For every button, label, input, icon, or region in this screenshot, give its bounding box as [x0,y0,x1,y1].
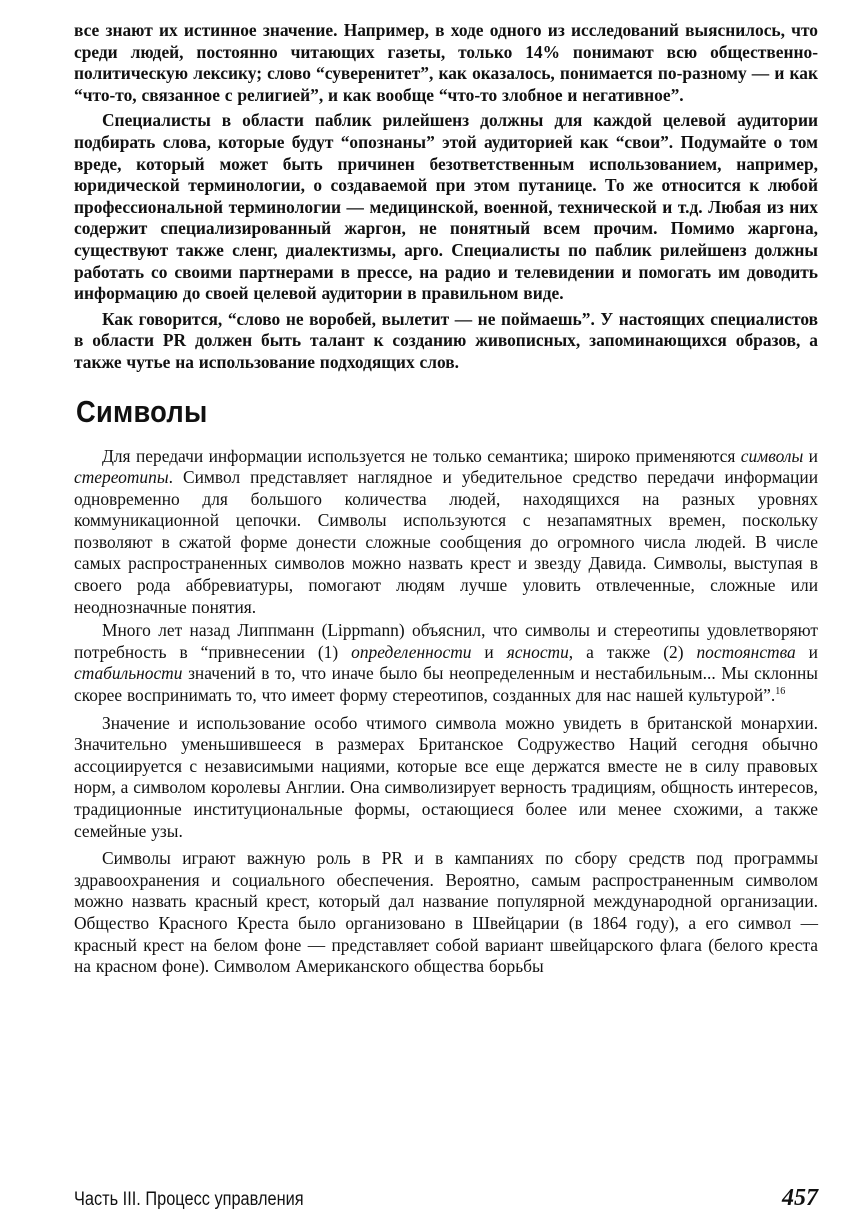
paragraph-lippmann [74,620,818,706]
text-run: Много лет назад Липпманн (Lippmann) объяснил, что символы и стереотипы удовлетворяют потребность в “привнесении (1) [74,620,818,662]
emphasis-constancy: постоянства [696,641,796,662]
emphasis-stability: стабильности [74,663,183,684]
emphasis-clarity: ясности [506,641,569,662]
emphasis-stereotypes: стереотипы [74,467,169,488]
text-run: . Символ представляет наглядное и убедительное средство передачи информации одновременно для большого количества людей, находящихся на разных уровнях коммуникационной цепочки. Символы используются с незапамятных времен, поскольку позволяют в сжатой форме донести сложные сообщения до огромного числа людей. В числе самых распространенных символов можно назвать крест и звезду Давида. Символы, выступая в своего рода аббревиатуры, помогают людям лучше уловить отвлеченные, сложные или неоднозначные понятия. [74,467,818,617]
text-run: и [471,641,507,662]
page-footer [74,1185,818,1212]
paragraph-red-cross: Символы играют важную роль в PR и в кампаниях по сбору средств под программы здравоохранения и социального обеспечения. Вероятно, самым распространенным символом можно назвать красный крест, который дал название популярной международной организации. Общество Красного Креста было организовано в Швейцарии (в 1864 году), а его символ — красный крест на белом фоне — представляет собой вариант швейцарского флага (белого креста на красном фоне). Символом Американского общества борьбы [74,848,818,977]
emphasis-symbols: символы [740,445,804,466]
running-footer-title: Часть III. Процесс управления [74,1189,304,1210]
text-run: и [803,445,818,466]
text-run: , а также (2) [568,641,697,662]
paragraph-proverb: Как говорится, “слово не воробей, вылетит — не поймаешь”. У настоящих специалистов в области PR должен быть талант к созданию живописных, запоминающихся образов, а также чутье на использование подходящих слов. [74,308,818,372]
section-heading: Символы [76,393,208,429]
page-number: 457 [782,1185,818,1211]
text-run: и [795,641,818,662]
paragraph-monarchy: Значение и использование особо чтимого символа можно увидеть в британской монархии. Значительно уменьшившееся в размерах Британское Содружество Наций сегодня обычно ассоциируется с независимыми нациями, которые все еще держатся вместе не в силу правовых норм, а символом королевы Англии. Она символизирует верность традициям, общность интересов, традиционные институциональные формы, остающиеся более или менее схожими, а также семейные узы. [74,712,818,841]
text-run: значений в то, что иначе было бы неопределенным и нестабильным... Мы склонны скорее воспринимать то, что имеет форму стереотипов, созданных для нас нашей культурой”. [74,663,818,706]
paragraph-pr-specialists: Специалисты в области паблик рилейшенз должны для каждой целевой аудитории подбирать слова, которые будут “опознаны” этой аудиторией как “свои”. Подумайте о том вреде, который может быть причинен безответственным использованием, например, юридической терминологии, о создаваемой при этом путанице. То же относится к любой профессиональной терминологии — медицинской, военной, технической и т.д. Любая из них содержит специализированный жаргон, не понятный всем прочим. Помимо жаргона, существуют также сленг, диалектизмы, арго. Специалисты по паблик рилейшенз должны работать со своими партнерами в прессе, на радио и телевидении и помогать им доводить информацию до своей целевой аудитории в правильном виде. [74,110,818,304]
top-text-block [74,20,818,374]
paragraph-symbols-intro [74,446,818,619]
footnote-marker: 16 [775,686,786,698]
text-run: Для передачи информации используется не только семантика; широко применяются [102,445,741,466]
paragraph-continued: все знают их истинное значение. Например, в ходе одного из исследований выяснилось, что среди людей, постоянно читающих газеты, только 14% понимают всю общественно-политическую лексику; слово “суверенитет”, как оказалось, понимается по-разному — и как “что-то, связанное с религией”, и как вообще “что-то злобное и негативное”. [74,20,818,105]
emphasis-certainty: определенности [351,641,472,662]
